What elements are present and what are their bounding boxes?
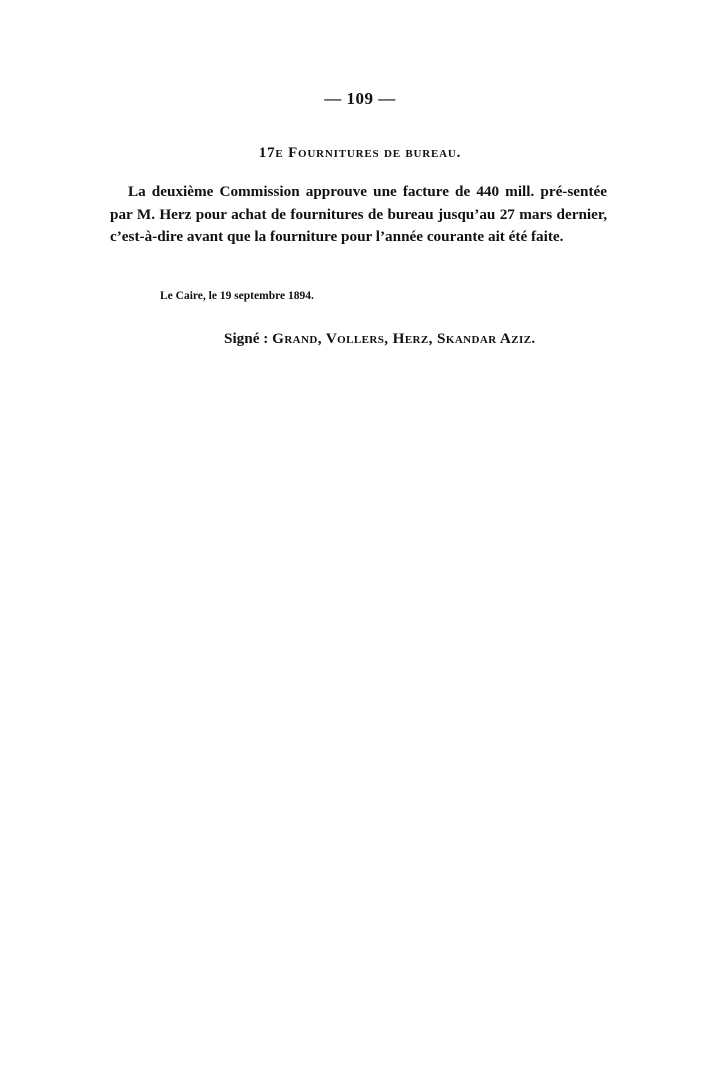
signature-label: Signé : bbox=[224, 330, 269, 347]
signature-line bbox=[224, 330, 536, 348]
body-paragraph: La deuxième Commission approuve une facture de 440 mill. pré-sentée par M. Herz pour achat de fournitures de bureau jusqu’au 27 mars dernier, c’est-à-dire avant que la fourniture pour l’année courante ait été faite. bbox=[110, 183, 607, 245]
dateline: Le Caire, le 19 septembre 1894. bbox=[160, 290, 314, 302]
section-heading: 17e Fournitures de bureau. bbox=[258, 145, 462, 161]
signature-names: Grand, Vollers, Herz, Skandar Aziz. bbox=[272, 330, 536, 347]
page-number: — 109 — bbox=[324, 89, 396, 108]
